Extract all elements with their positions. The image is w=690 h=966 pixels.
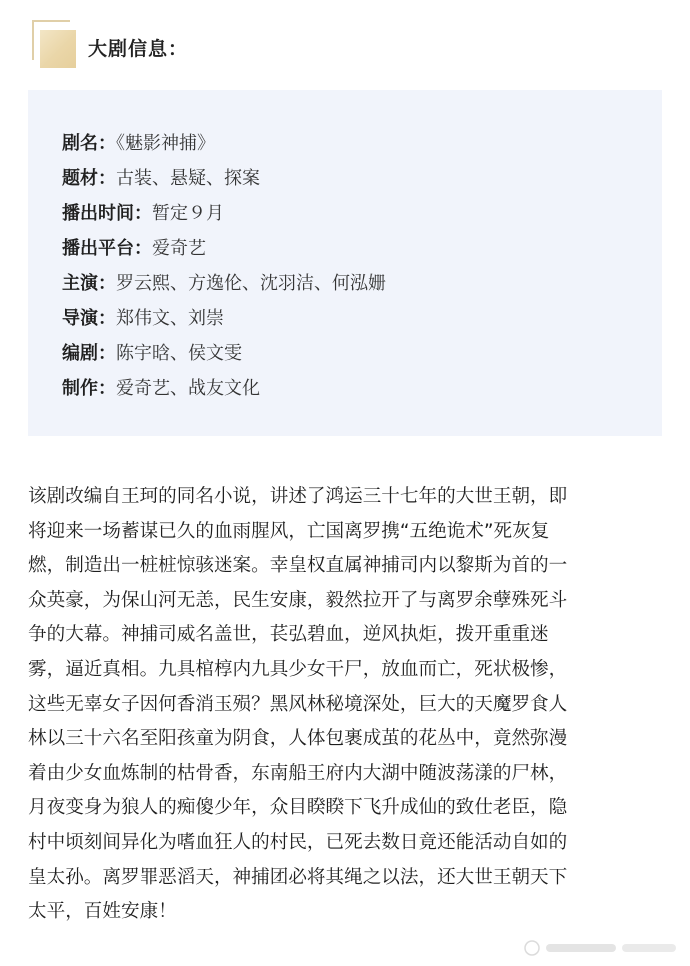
info-value: 暂定９月 bbox=[152, 203, 224, 224]
info-separator: ： bbox=[98, 378, 116, 399]
info-separator: ： bbox=[98, 308, 116, 329]
synopsis-line: 该剧改编自王珂的同名小说，讲述了鸿运三十七年的大世王朝，即 bbox=[28, 486, 568, 507]
info-value: 爱奇艺、战友文化 bbox=[116, 378, 260, 399]
info-row-writer bbox=[62, 336, 386, 371]
info-separator: ： bbox=[134, 203, 152, 224]
info-value: 陈宇晗、侯文雯 bbox=[116, 343, 242, 364]
info-row-title bbox=[62, 126, 386, 161]
info-separator: ： bbox=[98, 133, 116, 154]
decorative-square-icon bbox=[32, 20, 78, 70]
synopsis-line: 林以三十六名至阳孩童为阴食，人体包裹成茧的花丛中，竟然弥漫 bbox=[28, 728, 568, 750]
info-key: 导演 bbox=[62, 308, 98, 329]
section-title: 大剧信息： bbox=[88, 38, 189, 60]
synopsis-line: 皇太孙。离罗罪恶滔天，神捕团必将其绳之以法，还大世王朝天下 bbox=[28, 866, 568, 888]
info-value: 古装、悬疑、探案 bbox=[116, 168, 260, 189]
synopsis-line: 雾，逼近真相。九具棺椁内九具少女干尸，放血而亡，死状极惨， bbox=[28, 658, 568, 680]
info-separator: ： bbox=[98, 343, 116, 364]
info-key: 剧名 bbox=[62, 133, 98, 154]
info-row-director bbox=[62, 301, 386, 336]
synopsis-line: 燃，制造出一桩桩惊骇迷案。幸皇权直属神捕司内以黎斯为首的一 bbox=[28, 555, 568, 577]
info-separator: ： bbox=[98, 168, 116, 189]
info-key: 题材 bbox=[62, 168, 98, 189]
info-list bbox=[62, 126, 386, 406]
info-row-cast bbox=[62, 266, 386, 301]
info-row-genre bbox=[62, 161, 386, 196]
watermark-logo-icon bbox=[522, 936, 682, 960]
info-row-platform bbox=[62, 231, 386, 266]
info-row-production bbox=[62, 371, 386, 406]
info-key: 编剧 bbox=[62, 343, 98, 364]
info-row-airtime bbox=[62, 196, 386, 231]
info-key: 主演 bbox=[62, 273, 98, 294]
info-key: 播出时间 bbox=[62, 203, 134, 224]
synopsis-line: 村中顷刻间异化为嗜血狂人的村民，已死去数日竟还能活动自如的 bbox=[28, 831, 568, 853]
info-key: 制作 bbox=[62, 378, 98, 399]
info-value: 郑伟文、刘崇 bbox=[116, 308, 224, 329]
icon-block bbox=[40, 30, 76, 68]
synopsis-line: 争的大幕。神捕司威名盖世，苌弘碧血，逆风执炬，拨开重重迷 bbox=[28, 624, 549, 646]
synopsis-paragraph bbox=[28, 480, 664, 930]
synopsis-line: 众英豪，为保山河无恙，民生安康，毅然拉开了与离罗余孽殊死斗 bbox=[28, 589, 568, 611]
synopsis-line: 太平，百姓安康！ bbox=[28, 901, 177, 923]
info-value: 爱奇艺 bbox=[152, 238, 206, 259]
synopsis-line: 月夜变身为狼人的痴傻少年，众目睽睽下飞升成仙的致仕老臣，隐 bbox=[28, 797, 568, 819]
synopsis-line: 将迎来一场蓄谋已久的血雨腥风，亡国离罗携“五绝诡术”死灰复 bbox=[28, 520, 550, 542]
info-value: 罗云熙、方逸伦、沈羽洁、何泓姗 bbox=[116, 273, 386, 294]
synopsis-line: 着由少女血炼制的枯骨香，东南船王府内大湖中随波荡漾的尸林， bbox=[28, 762, 568, 784]
info-value: 《魅影神捕》 bbox=[116, 133, 215, 154]
drama-info-box bbox=[28, 90, 662, 436]
info-separator: ： bbox=[98, 273, 116, 294]
section-header bbox=[32, 20, 432, 70]
synopsis-line: 这些无辜女子因何香消玉殒？黑风林秘境深处，巨大的天魔罗食人 bbox=[28, 693, 568, 715]
info-separator: ： bbox=[134, 238, 152, 259]
info-key: 播出平台 bbox=[62, 238, 134, 259]
